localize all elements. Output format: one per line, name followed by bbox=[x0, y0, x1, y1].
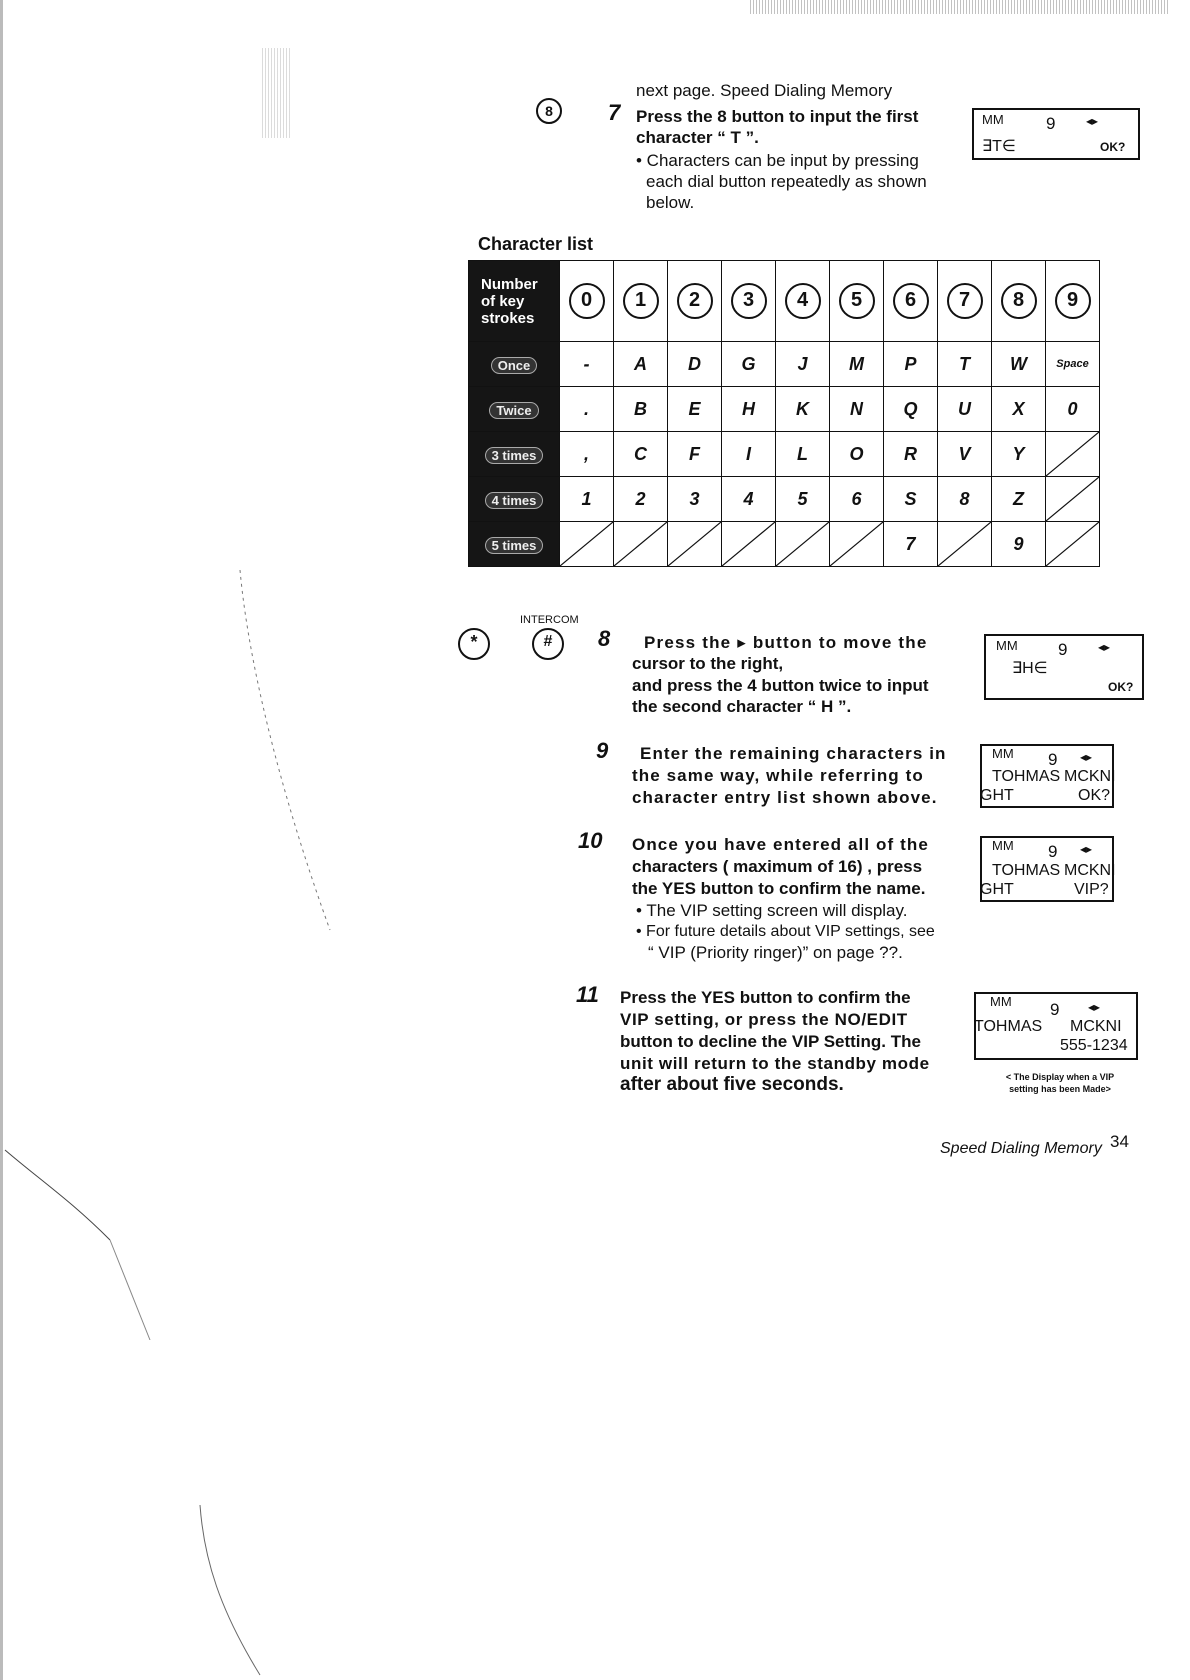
char-cell: O bbox=[830, 432, 884, 477]
lcd-display-step11: MM 9 ◂▸ TOHMAS MCKNI 555-1234 bbox=[974, 992, 1138, 1060]
char-cell: I bbox=[722, 432, 776, 477]
char-cell: - bbox=[560, 342, 614, 387]
empty-cell bbox=[776, 522, 830, 567]
char-cell: Q bbox=[884, 387, 938, 432]
step-number-10: 10 bbox=[578, 828, 603, 853]
char-cell: P bbox=[884, 342, 938, 387]
step-number-11: 11 bbox=[576, 982, 599, 1007]
char-cell: E bbox=[668, 387, 722, 432]
char-cell: 7 bbox=[884, 522, 938, 567]
step9-line3: character entry list shown above. bbox=[632, 788, 938, 807]
dial-4-icon: 4 bbox=[785, 283, 821, 319]
char-cell: L bbox=[776, 432, 830, 477]
char-cell: G bbox=[722, 342, 776, 387]
dial-0-icon: 0 bbox=[569, 283, 605, 319]
char-cell: B bbox=[614, 387, 668, 432]
dial-6-icon: 6 bbox=[893, 283, 929, 319]
step8-line2: cursor to the right, bbox=[632, 654, 784, 673]
dial-8-icon: 8 bbox=[1001, 283, 1037, 319]
char-cell: . bbox=[560, 387, 614, 432]
dial-9-icon: 9 bbox=[1055, 283, 1091, 319]
empty-cell bbox=[614, 522, 668, 567]
dial-2-icon: 2 bbox=[677, 283, 713, 319]
char-cell: C bbox=[614, 432, 668, 477]
empty-cell bbox=[1046, 477, 1100, 522]
step11-line2: VIP setting, or press the NO/EDIT bbox=[620, 1010, 908, 1029]
char-cell: 2 bbox=[614, 477, 668, 522]
char-cell: N bbox=[830, 387, 884, 432]
lcd-display-step7: MM 9 ◂▸ ∃T∈ OK? bbox=[972, 108, 1140, 160]
row-label-4-times: 4 times bbox=[469, 477, 560, 522]
step10-line2: characters ( maximum of 16) , press bbox=[632, 857, 923, 876]
page-number: 34 bbox=[1110, 1132, 1129, 1151]
empty-cell bbox=[668, 522, 722, 567]
step11-line5: after about five seconds. bbox=[620, 1074, 844, 1095]
char-cell: 3 bbox=[668, 477, 722, 522]
char-cell: D bbox=[668, 342, 722, 387]
step11-line1: Press the YES button to confirm the bbox=[620, 988, 911, 1007]
row-label-3-times: 3 times bbox=[469, 432, 560, 477]
step-number-7: 7 bbox=[608, 100, 621, 125]
empty-cell bbox=[722, 522, 776, 567]
char-cell: H bbox=[722, 387, 776, 432]
row-label-twice: Twice bbox=[469, 387, 560, 432]
step11-line4: unit will return to the standby mode bbox=[620, 1054, 930, 1073]
char-cell: 1 bbox=[560, 477, 614, 522]
hash-right-key-icon: # bbox=[532, 628, 564, 660]
lcd-display-step10: MM 9 ◂▸ TOHMAS MCKNI GHT VIP? bbox=[980, 836, 1114, 902]
char-cell: X bbox=[992, 387, 1046, 432]
step10-line1: Once you have entered all of the bbox=[632, 835, 929, 854]
char-cell: 0 bbox=[1046, 387, 1100, 432]
step7-line1: Press the 8 button to input the first bbox=[636, 107, 919, 126]
lcd-display-step8: MM 9 ◂▸ ∃H∈ OK? bbox=[984, 634, 1144, 700]
dial-7-icon: 7 bbox=[947, 283, 983, 319]
char-cell: 9 bbox=[992, 522, 1046, 567]
empty-cell bbox=[560, 522, 614, 567]
char-cell: M bbox=[830, 342, 884, 387]
continued-text: next page. Speed Dialing Memory bbox=[636, 81, 893, 100]
char-cell: K bbox=[776, 387, 830, 432]
char-cell: 5 bbox=[776, 477, 830, 522]
step-number-9: 9 bbox=[596, 738, 609, 763]
row-label-5-times: 5 times bbox=[469, 522, 560, 567]
char-cell: R bbox=[884, 432, 938, 477]
step8-line3: and press the 4 button twice to input bbox=[632, 676, 929, 695]
char-cell: U bbox=[938, 387, 992, 432]
intercom-label: INTERCOM bbox=[520, 614, 579, 626]
char-cell: Z bbox=[992, 477, 1046, 522]
char-cell: A bbox=[614, 342, 668, 387]
char-cell: T bbox=[938, 342, 992, 387]
display-caption-line2: setting has been Made> bbox=[1009, 1084, 1111, 1094]
step-number-8: 8 bbox=[598, 626, 611, 651]
row-label-once: Once bbox=[469, 342, 560, 387]
scan-artifact-lines bbox=[0, 1140, 360, 1340]
empty-cell bbox=[938, 522, 992, 567]
char-cell: 4 bbox=[722, 477, 776, 522]
display-caption-line1: < The Display when a VIP bbox=[1005, 1072, 1115, 1082]
step10-bullet1: • The VIP setting screen will display. bbox=[636, 901, 908, 920]
step10-bullet2: • For future details about VIP settings, see bbox=[636, 923, 935, 940]
step9-line1: Enter the remaining characters in bbox=[640, 744, 947, 763]
character-list-title: Character list bbox=[478, 234, 594, 254]
footer-section-title: Speed Dialing Memory bbox=[940, 1140, 1102, 1157]
char-cell: 8 bbox=[938, 477, 992, 522]
step7-bullet1: • Characters can be input by pressing bbox=[636, 151, 919, 170]
char-cell: V bbox=[938, 432, 992, 477]
lcd-display-step9: MM 9 ◂▸ TOHMAS MCKNI GHT OK? bbox=[980, 744, 1114, 808]
character-list-table bbox=[468, 260, 1100, 567]
char-cell: 6 bbox=[830, 477, 884, 522]
step10-line3: the YES button to confirm the name. bbox=[632, 879, 926, 898]
char-cell: J bbox=[776, 342, 830, 387]
step8-line1: Press the ▸ button to move the bbox=[644, 633, 928, 652]
char-cell: , bbox=[560, 432, 614, 477]
char-cell: Y bbox=[992, 432, 1046, 477]
empty-cell bbox=[830, 522, 884, 567]
empty-cell bbox=[1046, 432, 1100, 477]
char-cell: W bbox=[992, 342, 1046, 387]
dial-5-icon: 5 bbox=[839, 283, 875, 319]
scan-artifact-lines-3 bbox=[180, 1500, 300, 1680]
dial-3-icon: 3 bbox=[731, 283, 767, 319]
step7-bullet2: each dial button repeatedly as shown bbox=[646, 172, 927, 191]
char-cell: S bbox=[884, 477, 938, 522]
char-cell: F bbox=[668, 432, 722, 477]
dial-1-icon: 1 bbox=[623, 283, 659, 319]
step8-line4: the second character “ H ”. bbox=[632, 697, 852, 716]
empty-cell bbox=[1046, 522, 1100, 567]
scan-artifact-lines-2 bbox=[230, 560, 350, 940]
char-cell-space: Space bbox=[1046, 342, 1100, 387]
step11-line3: button to decline the VIP Setting. The bbox=[620, 1032, 921, 1051]
dial-8-icon: 8 bbox=[536, 98, 562, 124]
step10-bullet3: “ VIP (Priority ringer)” on page ??. bbox=[648, 943, 903, 962]
star-left-key-icon: * bbox=[458, 628, 490, 660]
step9-line2: the same way, while referring to bbox=[632, 766, 924, 785]
step7-line2: character “ T ”. bbox=[636, 128, 759, 147]
step7-bullet3: below. bbox=[646, 193, 695, 212]
header-corner-cell: Number of key strokes bbox=[469, 261, 560, 342]
